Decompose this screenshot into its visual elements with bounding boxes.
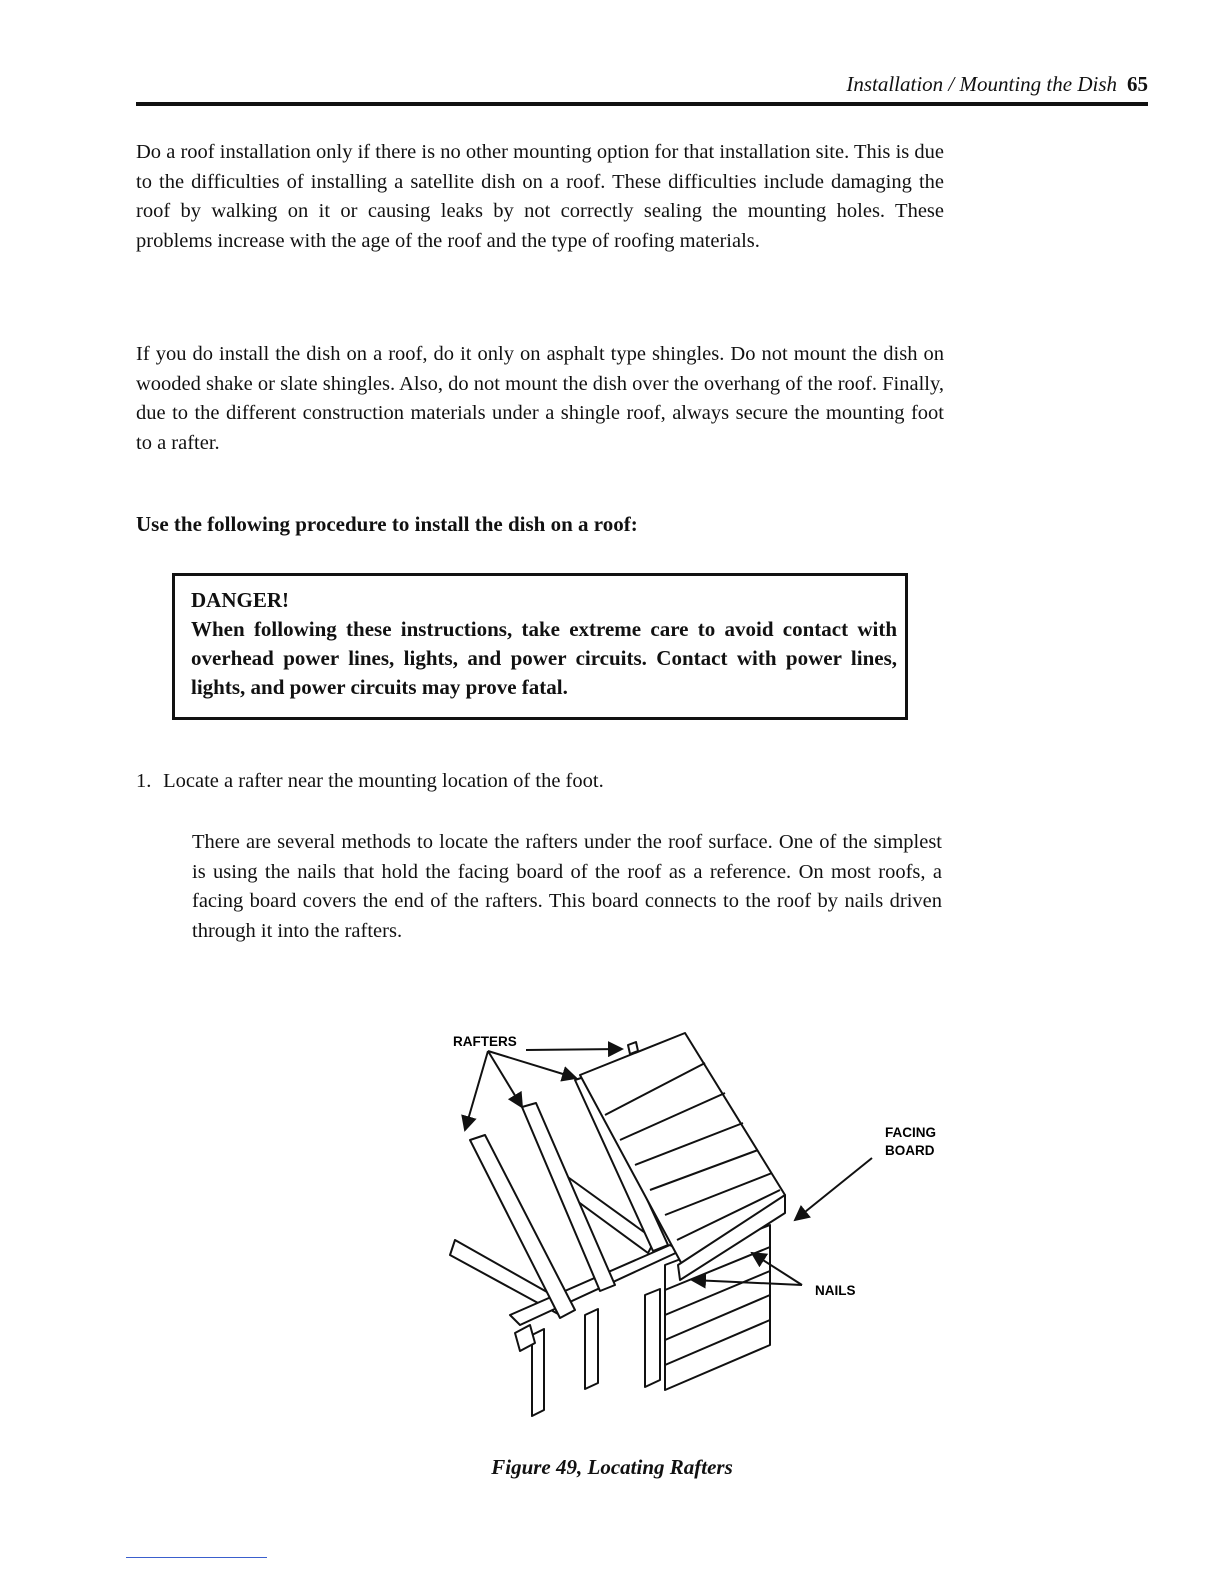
danger-title: DANGER! (191, 588, 289, 612)
figure-caption: Figure 49, Locating Rafters (491, 1455, 733, 1479)
danger-text: When following these instructions, take extreme care to avoid contact with overhead power lines, lights, and power circuits. Contact with power lines, lights, and power circuits may prove fatal. (191, 617, 897, 699)
paragraph-asphalt-shingles: If you do install the dish on a roof, do it only on asphalt type shingles. Do not mount the dish on wooded shake or slate shingles. Also, do not mount the dish over the overhang of the roof. Finally, due to the different construction materials under a shingle roof, always secure the mounting foot to a rafter. (136, 343, 944, 454)
rafters-arrow (526, 1049, 622, 1050)
step-1 (136, 770, 604, 793)
post-mid (585, 1309, 598, 1389)
header-title: Installation / Mounting the Dish (846, 72, 1117, 96)
page-header (136, 72, 1148, 106)
rafters-illustration (440, 1015, 960, 1435)
step-1-detail: There are several methods to locate the rafters under the roof surface. One of the simplest is using the nails that hold the facing board of the roof as a reference. On most roofs, a facing board covers the end of the rafters. This board connects to the roof by nails driven through it into the rafters. (192, 831, 942, 942)
roof-vent (628, 1042, 638, 1054)
paragraph-roof-installation: Do a roof installation only if there is no other mounting option for that installation site. This is due to the difficulties of installing a satellite dish on a roof. These difficulties include damaging the roof by walking on it or causing leaks by not correctly sealing the mounting holes. These problems increase with the age of the roof and the type of roofing materials. (136, 141, 944, 252)
rafters-label: RAFTERS (453, 1034, 517, 1049)
facing-board-label: FACING (885, 1125, 937, 1140)
post-right (645, 1289, 660, 1387)
nails-label: NAILS (815, 1283, 856, 1298)
step-text: Locate a rafter near the mounting location of the foot. (163, 770, 604, 792)
step-number: 1. (136, 770, 152, 792)
facing-board-label: BOARD (885, 1143, 935, 1158)
page-number: 65 (1127, 72, 1148, 96)
footer-rule (126, 1557, 267, 1558)
danger-box (172, 573, 908, 720)
rafters-arrow (465, 1051, 488, 1130)
procedure-heading: Use the following procedure to install the dish on a roof: (136, 512, 638, 536)
figure-locating-rafters (440, 1015, 960, 1435)
facing-board-arrow (795, 1158, 872, 1220)
